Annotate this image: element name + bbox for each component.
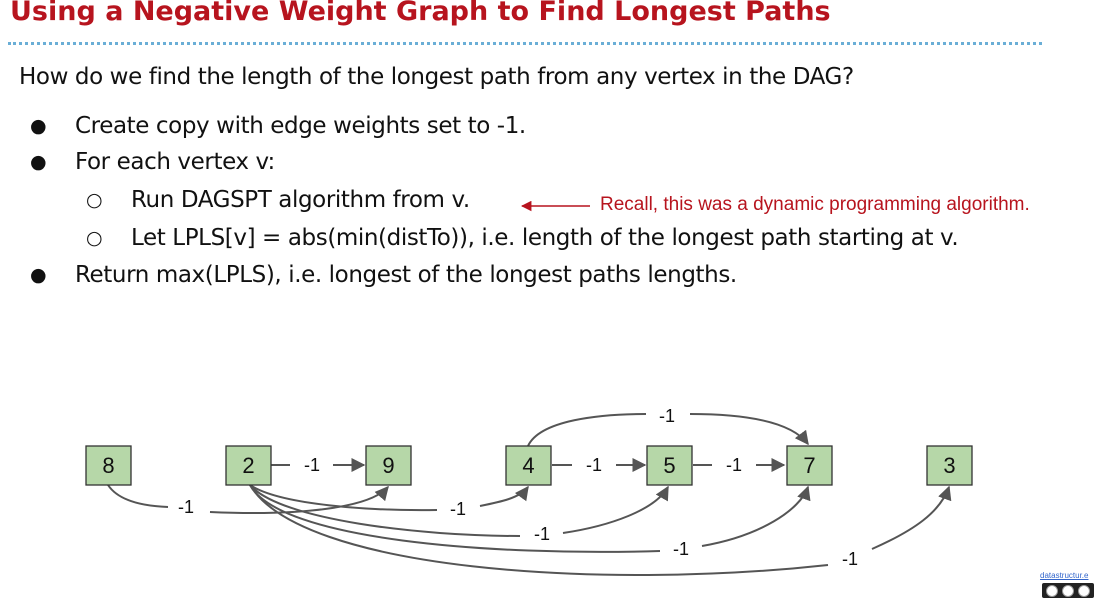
edge-weight-label: -1 — [303, 455, 321, 475]
sub-bullet-marker: ○ — [86, 189, 103, 211]
edge-weight-label: -1 — [672, 539, 690, 559]
vertex-label: 9 — [382, 453, 395, 478]
creative-commons-badge-icon — [1042, 583, 1094, 598]
vertex-label: 2 — [242, 453, 255, 478]
cc-icon — [1046, 585, 1058, 597]
footer-link[interactable]: datastructur.e — [1040, 571, 1089, 580]
vertex-8 — [86, 446, 131, 485]
bullet-marker: ● — [30, 115, 47, 137]
edge-2-9 — [271, 455, 364, 475]
bullet-marker: ● — [30, 151, 47, 173]
edge-2-7 — [250, 485, 808, 559]
vertex-label: 4 — [522, 453, 535, 478]
bullet-marker: ● — [30, 264, 47, 286]
edge-8-9 — [108, 485, 388, 517]
edge-weight-label: -1 — [449, 499, 467, 519]
bullet-text: Run DAGSPT algorithm from v. — [131, 187, 470, 213]
bullet-text: Let LPLS[v] = abs(min(distTo)), i.e. length of the longest path starting at v. — [131, 225, 959, 251]
vertex-label: 5 — [663, 453, 676, 478]
vertex-3 — [927, 446, 972, 485]
bullet-text: Create copy with edge weights set to -1. — [75, 113, 526, 139]
vertex-9 — [366, 446, 411, 485]
edge-weight-label: -1 — [585, 455, 603, 475]
edge-2-4 — [250, 485, 528, 519]
vertex-label: 8 — [102, 453, 115, 478]
vertex-5 — [647, 446, 692, 485]
edge-4-7 — [528, 406, 808, 446]
bullet-text: For each vertex v: — [75, 149, 275, 175]
vertex-label: 3 — [943, 453, 956, 478]
vertex-7 — [787, 446, 832, 485]
slide-title: Using a Negative Weight Graph to Find Longest Paths — [10, 0, 831, 27]
edge-4-5 — [552, 455, 645, 475]
edge-weight-label: -1 — [533, 524, 551, 544]
edge-5-7 — [693, 455, 784, 475]
edge-weight-label: -1 — [841, 549, 859, 569]
recall-note: Recall, this was a dynamic programming algorithm. — [600, 194, 1030, 215]
bullet-text: Return max(LPLS), i.e. longest of the longest paths lengths. — [75, 262, 737, 288]
vertex-label: 7 — [803, 453, 816, 478]
edge-weight-label: -1 — [177, 497, 195, 517]
vertex-4 — [506, 446, 551, 485]
nc-icon — [1078, 585, 1090, 597]
sub-bullet-marker: ○ — [86, 227, 103, 249]
question-text: How do we find the length of the longest path from any vertex in the DAG? — [19, 64, 854, 90]
edge-weight-label: -1 — [725, 455, 743, 475]
vertex-2 — [226, 446, 271, 485]
by-icon — [1062, 585, 1074, 597]
edge-2-3 — [250, 485, 949, 575]
edge-weight-label: -1 — [658, 406, 676, 426]
